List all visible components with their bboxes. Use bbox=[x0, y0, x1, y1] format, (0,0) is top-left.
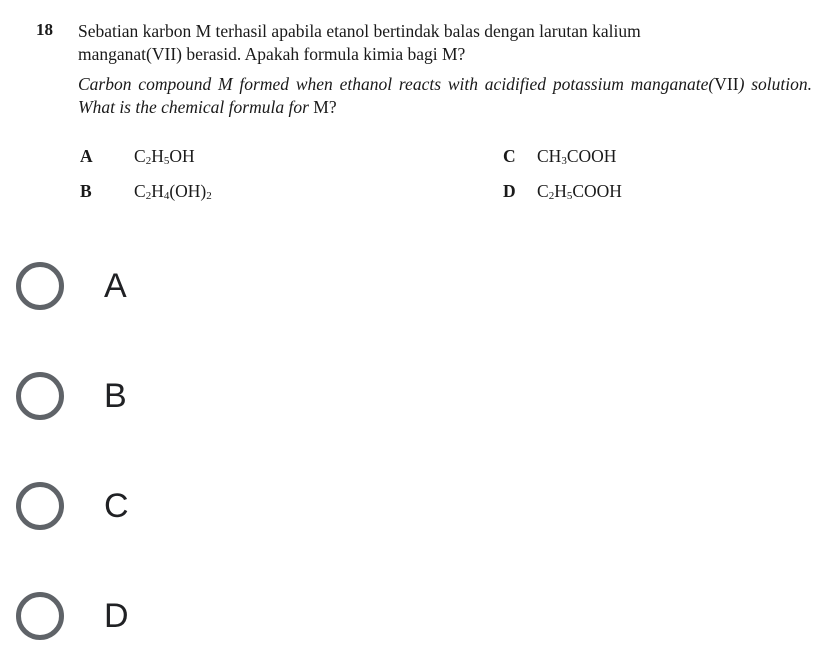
answer-option-d[interactable] bbox=[16, 592, 316, 652]
answer-option-b[interactable] bbox=[16, 372, 316, 432]
answer-option-label: A bbox=[104, 267, 127, 305]
radio-button-icon[interactable] bbox=[16, 372, 64, 420]
radio-button-icon[interactable] bbox=[16, 262, 64, 310]
formula-subscript: 2 bbox=[145, 190, 152, 202]
question-text-english-m: M? bbox=[313, 97, 337, 117]
answer-option-label: B bbox=[104, 377, 127, 415]
question-number: 18 bbox=[36, 20, 53, 39]
radio-button-icon[interactable] bbox=[16, 482, 64, 530]
formula-text: OH bbox=[169, 146, 195, 166]
answer-option-a[interactable] bbox=[16, 262, 316, 322]
question-text-malay bbox=[78, 20, 812, 66]
question-text-english-part1: Carbon compound M formed when ethanol reacts with acidified potassium manganate( bbox=[78, 74, 715, 94]
formula-text: H bbox=[151, 146, 164, 166]
formula-subscript: 2 bbox=[145, 155, 152, 167]
formula-subscript: 4 bbox=[163, 190, 170, 202]
question-image bbox=[0, 0, 831, 225]
formula-text: H bbox=[151, 181, 164, 201]
question-text-english-roman: VII bbox=[714, 74, 739, 94]
answer-option-c[interactable] bbox=[16, 482, 316, 542]
formula-subscript: 3 bbox=[561, 155, 567, 167]
choice-formula bbox=[134, 146, 195, 167]
formula-text: H bbox=[554, 181, 567, 201]
radio-button-icon[interactable] bbox=[16, 592, 64, 640]
answer-option-label: C bbox=[104, 487, 129, 525]
formula-text: (OH) bbox=[169, 181, 207, 201]
question-text-english bbox=[78, 73, 812, 119]
formula-text: C bbox=[537, 181, 549, 201]
question-text-malay-line1: Sebatian karbon M terhasil apabila etanol bertindak balas dengan larutan kalium bbox=[78, 21, 641, 41]
formula-text: CH bbox=[537, 146, 562, 166]
choice-formula bbox=[537, 146, 616, 167]
formula-subscript: 2 bbox=[206, 190, 212, 202]
question-text-malay-line2: manganat(VII) berasid. Apakah formula kimia bagi M? bbox=[78, 44, 466, 64]
choice-letter: C bbox=[503, 146, 516, 166]
formula-subscript: 5 bbox=[566, 190, 573, 202]
formula-subscript: 5 bbox=[163, 155, 170, 167]
choice-letter: B bbox=[80, 181, 92, 201]
answer-option-label: D bbox=[104, 597, 129, 635]
formula-text: COOH bbox=[572, 181, 622, 201]
formula-text: C bbox=[134, 146, 146, 166]
choice-formula bbox=[537, 181, 622, 202]
choice-letter: A bbox=[80, 146, 93, 166]
question-text-english-part2: ) solution. What is the chemical formula for bbox=[78, 74, 812, 117]
formula-subscript: 2 bbox=[548, 190, 555, 202]
formula-text: COOH bbox=[566, 146, 617, 166]
choice-letter: D bbox=[503, 181, 516, 201]
choice-formula bbox=[134, 181, 212, 202]
formula-text: C bbox=[134, 181, 146, 201]
